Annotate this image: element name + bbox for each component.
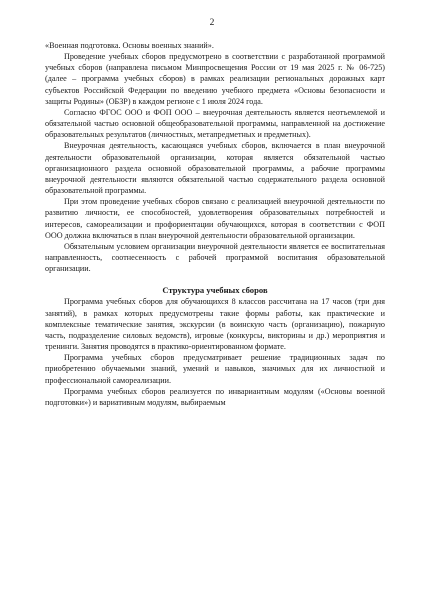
paragraph-fgos: Согласно ФГОС ООО и ФОП ООО – внеурочная деятельность является неотъемлемой и обязательной частью основной общеобразовательной программы, направленной на достижение образовательных результатов (личностных, метапредметных и предметных).	[45, 107, 385, 140]
paragraph-personal-development: При этом проведение учебных сборов связано с реализацией внеурочной деятельности по развитию личности, ее способностей, удовлетворения образовательных потребностей и интересов, самореализации и профориентации обучающихся, которая в соответствии с ФОП ООО должна включаться в план внеурочной деятельности образовательной организации.	[45, 197, 385, 240]
document-body	[45, 40, 385, 408]
paragraph-program-tasks: Программа учебных сборов предусматривает решение традиционных задач по приобретению обучаемыми знаний, умений и навыков, значимых для их личностной и профессиональной самореализации.	[45, 353, 385, 385]
paragraph-upbringing: Обязательным условием организации внеурочной деятельности является ее воспитательная направленность, соотнесенность с рабочей программой воспитания образовательной организации.	[45, 241, 385, 274]
paragraph-program-hours: Программа учебных сборов для обучающихся 8 классов рассчитана на 17 часов (три дня занятий), в рамках которых предусмотрены такие формы работы, как практические и комплексные тематические занятия, экскурсии (в воинскую часть (организацию), пожарную часть, подразделение силовых ведомств), игровые (конкурсы, викторины и др.) мероприятия и тренинги. Занятия проводятся в практико-ориентированном формате.	[45, 297, 385, 352]
page-number: 2	[209, 18, 215, 28]
paragraph-continuation: «Военная подготовка. Основы военных знаний».	[45, 41, 214, 50]
paragraph-training-basis: Проведение учебных сборов предусмотрено в соответствии с разработанной программой учебных сборов (направлена письмом Минпросвещения России от 19 мая 2025 г. № 06-725) (далее – программа учебных сборов) в рамках реализации региональных дорожных карт субъектов Российской Федерации по введению учебного предмета «Основы безопасности и защиты Родины» (ОБЗР) в каждом регионе с 1 июля 2024 года.	[45, 52, 385, 106]
section-heading: Структура учебных сборов	[162, 285, 268, 296]
paragraph-program-modules: Программа учебных сборов реализуется по инвариантным модулям («Основы военной подготовки») и вариативным модулям, выбираемым	[45, 386, 385, 407]
paragraph-extracurricular-plan: Внеурочная деятельность, касающаяся учебных сборов, включается в план внеурочной деятельности образовательной организации, которая является обязательной частью организационного раздела основной образовательной программы, а рабочие программы внеурочной деятельности являются обязательной частью содержательного раздела основной образовательной программы.	[45, 141, 385, 196]
